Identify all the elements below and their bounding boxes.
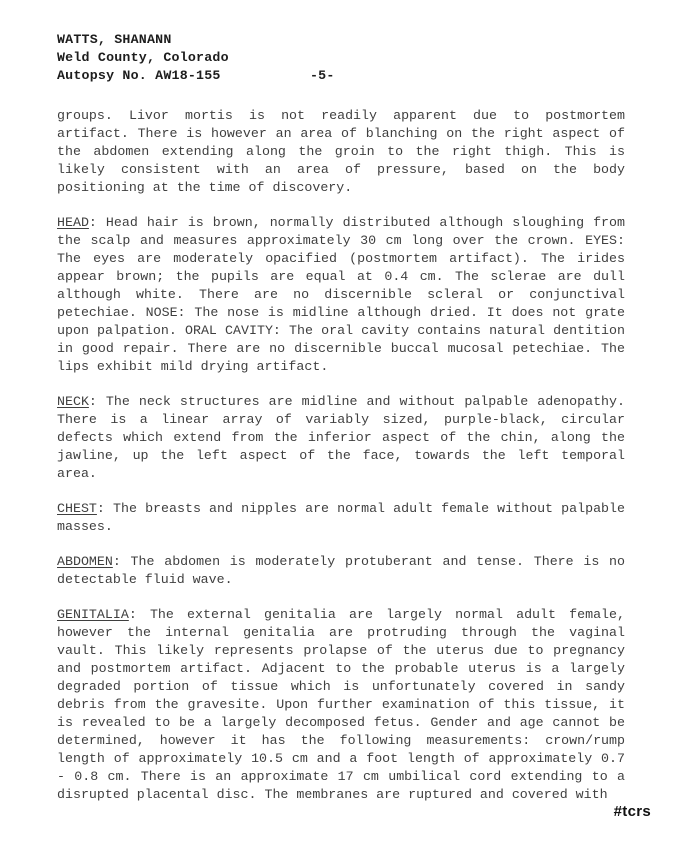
paragraph-text: : The neck structures are midline and without palpable adenopathy. There is a linear array of variably sized, purple-black, circular defects which extend from the inferior aspect of the chin, along the jawline, up the left aspect of the face, towards the left temporal area.	[57, 394, 625, 481]
paragraph-neck	[57, 393, 625, 483]
document-header	[57, 31, 625, 85]
paragraph-text: : Head hair is brown, normally distributed although sloughing from the scalp and measures approximately 30 cm long over the crown. EYES: The eyes are moderately opacified (postmortem artifact). The irides appear brown; the pupils are equal at 0.4 cm. The sclerae are dull although white. There are no discernible scleral or conjunctival petechiae. NOSE: The nose is midline although dried. It does not grate upon palpation. ORAL CAVITY: The oral cavity contains natural dentition in good repair. There are no discernible buccal mucosal petechiae. The lips exhibit mild drying artifact.	[57, 215, 625, 374]
jurisdiction: Weld County, Colorado	[57, 50, 229, 65]
paragraph-text: groups. Livor mortis is not readily apparent due to postmortem artifact. There is however an area of blanching on the right aspect of the abdomen extending along the groin to the right thigh. This is likely consistent with an area of pressure, based on the body positioning at the time of discovery.	[57, 108, 625, 195]
report-body	[57, 107, 625, 804]
paragraph-genitalia	[57, 606, 625, 804]
section-label-chest: CHEST	[57, 501, 97, 516]
section-label-genitalia: GENITALIA	[57, 607, 129, 622]
autopsy-number-line	[57, 67, 625, 85]
paragraph-head	[57, 214, 625, 376]
section-label-abdomen: ABDOMEN	[57, 554, 113, 569]
paragraph-text: : The abdomen is moderately protuberant and tense. There is no detectable fluid wave.	[57, 554, 625, 587]
decedent-name: WATTS, SHANANN	[57, 32, 172, 47]
paragraph-abdomen	[57, 553, 625, 589]
tcrs-watermark: #tcrs	[613, 803, 651, 820]
paragraph-text: : The external genitalia are largely normal adult female, however the internal genitalia are protruding through the vaginal vault. This likely represents prolapse of the uterus due to pregnancy and postmortem artifact. Adjacent to the probable uterus is a largely degraded portion of tissue which is unfortunately covered in sandy debris from the gravesite. Upon further examination of this tissue, it is revealed to be a largely decomposed fetus. Gender and age cannot be determined, however it has the following measurements: crown/rump length of approximately 10.5 cm and a foot length of approximately 0.7 - 0.8 cm. There is an approximate 17 cm umbilical cord extending to a disrupted placental disc. The membranes are ruptured and covered with	[57, 607, 625, 802]
section-label-neck: NECK	[57, 394, 89, 409]
autopsy-number: Autopsy No. AW18-155	[57, 68, 221, 83]
paragraph-livor-mortis	[57, 107, 625, 197]
section-label-head: HEAD	[57, 215, 89, 230]
paragraph-text: : The breasts and nipples are normal adult female without palpable masses.	[57, 501, 625, 534]
paragraph-chest	[57, 500, 625, 536]
page-number: -5-	[310, 68, 335, 83]
page-content	[57, 31, 625, 821]
